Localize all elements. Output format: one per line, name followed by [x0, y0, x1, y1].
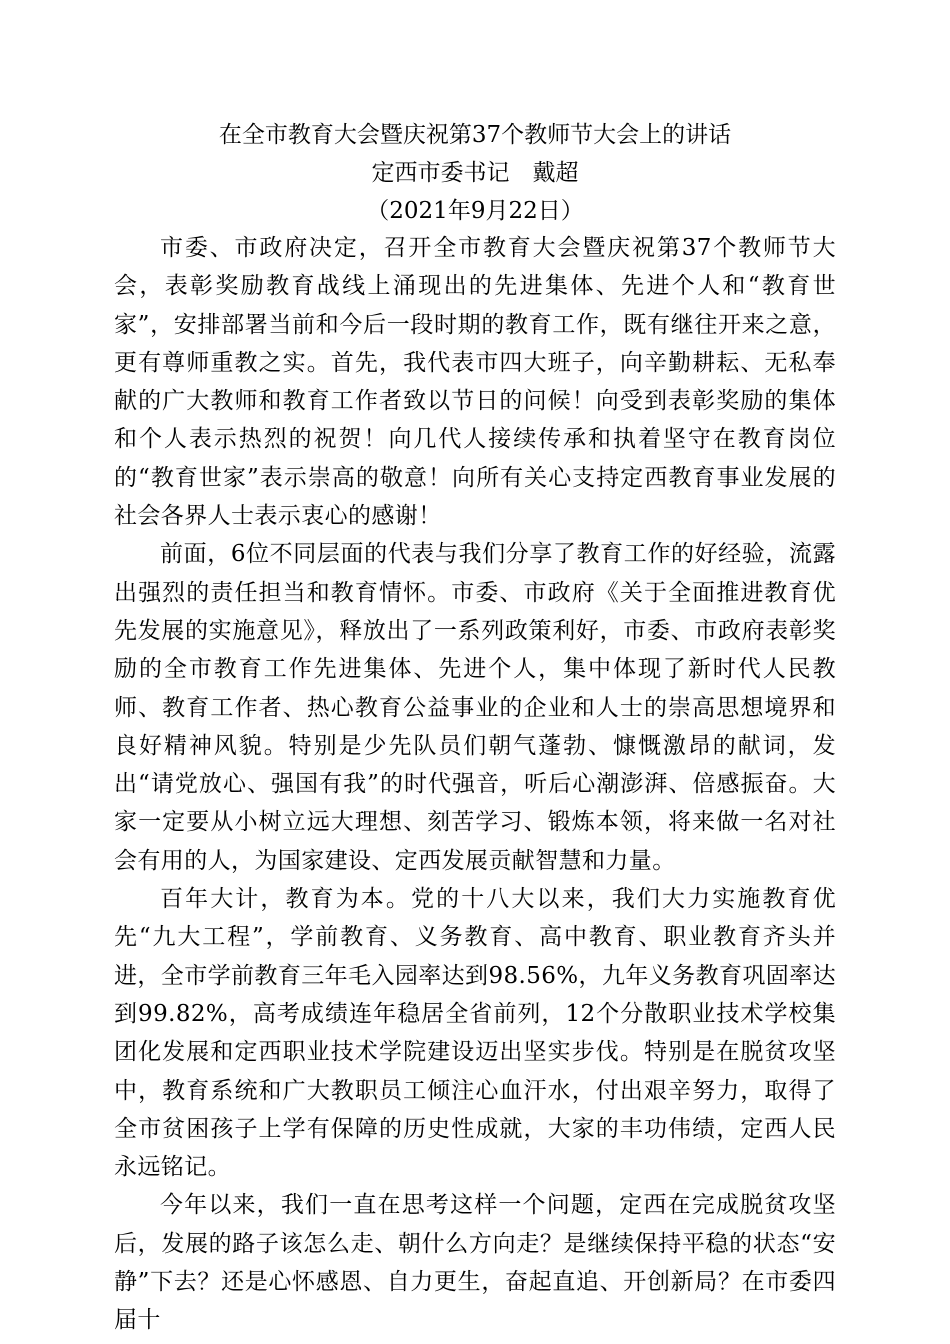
paragraph-2: 前面，6位不同层面的代表与我们分享了教育工作的好经验，流露出强烈的责任担当和教育情怀。市委、市政府《关于全面推进教育优先发展的实施意见》，释放出了一系列政策利好，市委、市政府表彰奖励的全市教育工作先进集体、先进个人，集中体现了新时代人民教师、教育工作者、热心教育公益事业的企业和人士的崇高思想境界和良好精神风貌。特别是少先队员们朝气蓬勃、慷慨激昂的献词，发出“请党放心、强国有我”的时代强音，听后心潮澎湃、倍感振奋。大家一定要从小树立远大理想、刻苦学习、锻炼本领，将来做一名对社会有用的人，为国家建设、定西发展贡献智慧和力量。 — [114, 541, 836, 874]
paragraph-1: 市委、市政府决定，召开全市教育大会暨庆祝第37个教师节大会，表彰奖励教育战线上涌现出的先进集体、先进个人和“教育世家”，安排部署当前和今后一段时期的教育工作，既有继往开来之意，更有尊师重教之实。首先，我代表市四大班子，向辛勤耕耘、无私奉献的广大教师和教育工作者致以节日的问候！向受到表彰奖励的集体和个人表示热烈的祝贺！向几代人接续传承和执着坚守在教育岗位的“教育世家”表示崇高的敬意！向所有关心支持定西教育事业发展的社会各界人士表示衷心的感谢！ — [114, 235, 836, 530]
speech-title: 在全市教育大会暨庆祝第37个教师节大会上的讲话 — [218, 122, 732, 148]
speech-date: （2021年9月22日） — [366, 198, 584, 224]
paragraph-3: 百年大计，教育为本。党的十八大以来，我们大力实施教育优先“九大工程”，学前教育、义务教育、高中教育、职业教育齐头并进，全市学前教育三年毛入园率达到98.56%，九年义务教育巩固率达到99.82%，高考成绩连年稳居全省前列，12个分散职业技术学校集团化发展和定西职业技术学院建设迈出坚实步伐。特别是在脱贫攻坚中，教育系统和广大教职员工倾注心血汗水，付出艰辛努力，取得了全市贫困孩子上学有保障的历史性成就，大家的丰功伟绩，定西人民永远铭记。 — [114, 886, 836, 1181]
speech-body — [114, 229, 836, 1340]
paragraph-4: 今年以来，我们一直在思考这样一个问题，定西在完成脱贫攻坚后，发展的路子该怎么走、朝什么方向走？是继续保持平稳的状态“安静”下去？还是心怀感恩、自力更生，奋起直追、开创新局？在市委四届十 — [114, 1192, 836, 1334]
speaker-line: 定西市委书记 戴超 — [371, 160, 579, 186]
